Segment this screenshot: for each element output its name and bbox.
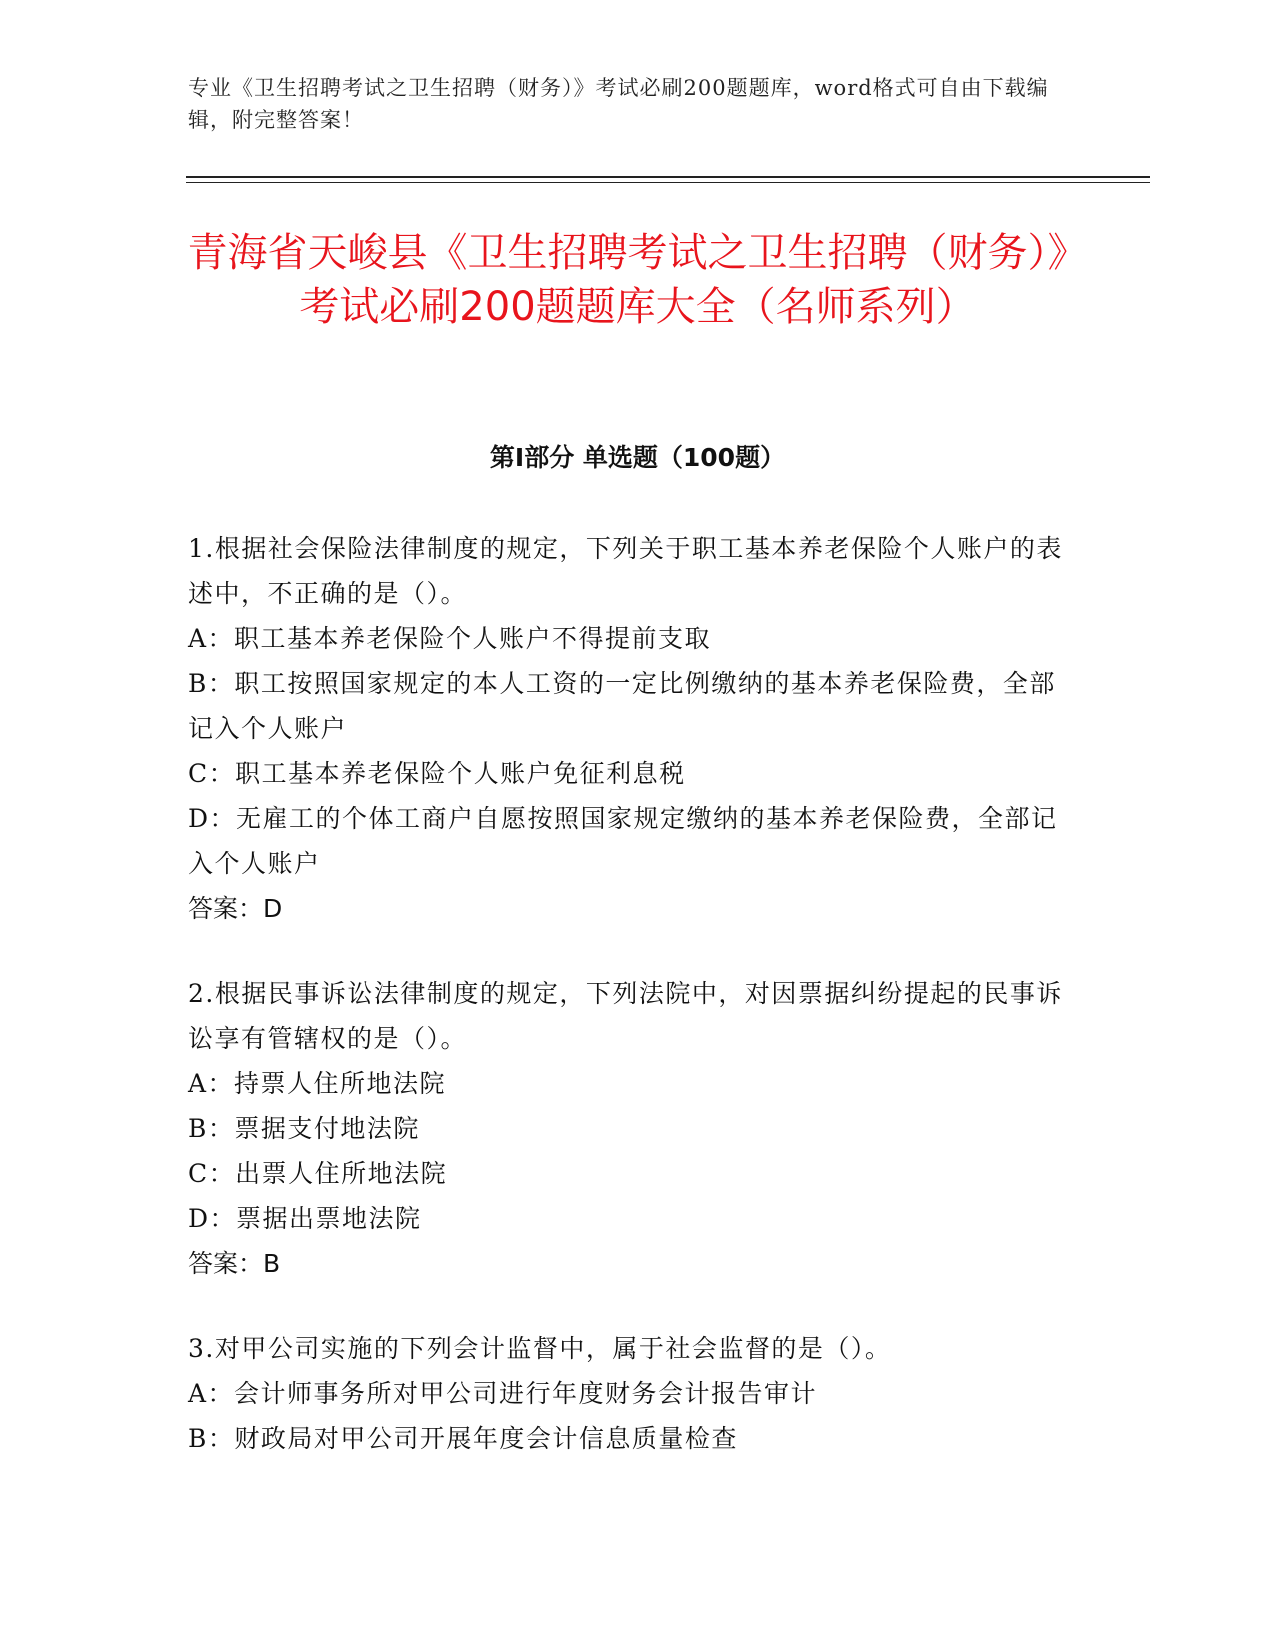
- question-item: [188, 1326, 1068, 1461]
- section-heading: 第I部分 单选题（100题）: [489, 443, 786, 472]
- option-d: D：无雇工的个体工商户自愿按照国家规定缴纳的基本养老保险费，全部记入个人账户: [188, 804, 1058, 878]
- option-a: A：持票人住所地法院: [188, 1069, 447, 1098]
- header-divider-thin: [186, 182, 1150, 183]
- answer-line: 答案：B: [188, 1249, 281, 1278]
- question-list: [188, 526, 1068, 1501]
- question-stem: 3.对甲公司实施的下列会计监督中，属于社会监督的是（）。: [188, 1334, 892, 1363]
- header-divider-thick: [186, 176, 1150, 178]
- document-title: 青海省天峻县《卫生招聘考试之卫生招聘（财务）》考试必刷200题题库大全（名师系列）: [187, 230, 1088, 330]
- answer-line: 答案：D: [188, 894, 283, 923]
- question-item: [188, 971, 1068, 1286]
- option-a: A：会计师事务所对甲公司进行年度财务会计报告审计: [188, 1379, 818, 1408]
- question-item: [188, 526, 1068, 931]
- option-c: C：职工基本养老保险个人账户免征利息税: [188, 759, 686, 788]
- option-b: B：票据支付地法院: [188, 1114, 420, 1143]
- option-a: A：职工基本养老保险个人账户不得提前支取: [188, 624, 712, 653]
- intro-text: 专业《卫生招聘考试之卫生招聘（财务）》考试必刷200题题库，word格式可自由下载编辑，附完整答案！: [188, 76, 1049, 132]
- option-b: B：职工按照国家规定的本人工资的一定比例缴纳的基本养老保险费，全部记入个人账户: [188, 669, 1056, 743]
- option-b: B：财政局对甲公司开展年度会计信息质量检查: [188, 1424, 738, 1453]
- option-d: D：票据出票地法院: [188, 1204, 422, 1233]
- question-stem: 1.根据社会保险法律制度的规定，下列关于职工基本养老保险个人账户的表述中，不正确的是（）。: [188, 534, 1063, 608]
- question-stem: 2.根据民事诉讼法律制度的规定，下列法院中，对因票据纠纷提起的民事诉讼享有管辖权的是（）。: [188, 979, 1063, 1053]
- option-c: C：出票人住所地法院: [188, 1159, 448, 1188]
